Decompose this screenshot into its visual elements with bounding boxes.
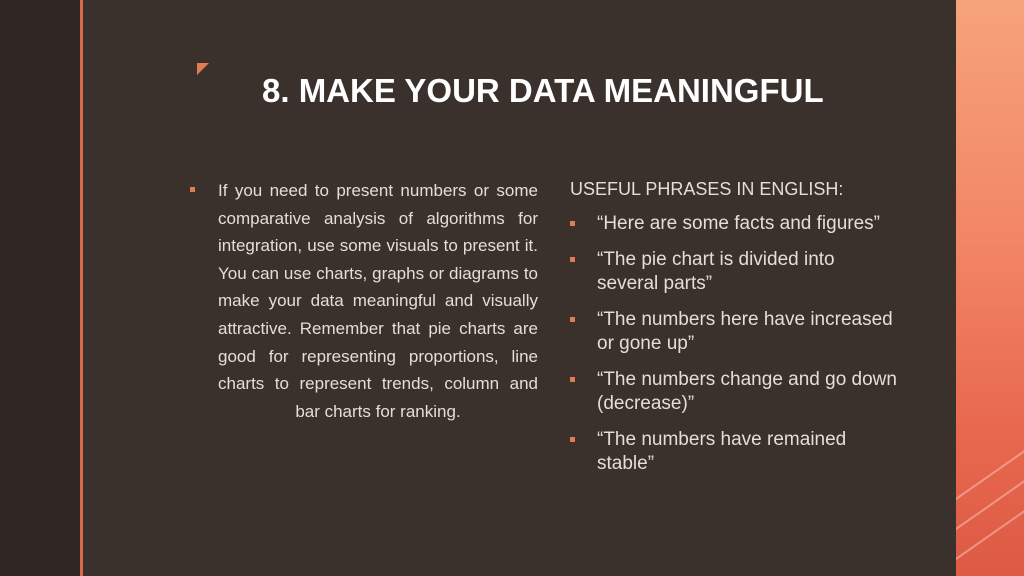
square-bullet-icon <box>570 221 575 226</box>
phrase-text: “The pie chart is divided into several parts” <box>597 249 835 294</box>
decorative-stripe <box>956 436 1024 506</box>
body-paragraph: If you need to present numbers or some comparative analysis of algorithms for integration, use some visuals to present it. You can use charts, graphs or diagrams to make your data meaningful and visually attractive. Remember that pie charts are good for representing proportions, line charts to represent trends, column and bar charts for ranking. <box>218 181 538 421</box>
square-bullet-icon <box>190 187 195 192</box>
corner-triangle-icon <box>197 63 209 75</box>
phrases-block <box>570 176 900 488</box>
phrase-text: “The numbers here have increased or gone up” <box>597 309 893 354</box>
square-bullet-icon <box>570 437 575 442</box>
phrase-item <box>570 428 900 476</box>
square-bullet-icon <box>570 317 575 322</box>
phrase-item <box>570 248 900 296</box>
left-background-strip <box>0 0 80 576</box>
phrase-item <box>570 368 900 416</box>
phrase-text: “Here are some facts and figures” <box>597 213 881 234</box>
body-paragraph-block <box>190 177 538 425</box>
phrase-item <box>570 308 900 356</box>
phrase-text: “The numbers change and go down (decrease)” <box>597 369 897 414</box>
phrase-item <box>570 212 900 236</box>
slide-title: 8. MAKE YOUR DATA MEANINGFUL <box>262 72 824 109</box>
right-decorative-edge <box>956 0 1024 576</box>
square-bullet-icon <box>570 377 575 382</box>
phrases-heading: USEFUL PHRASES IN ENGLISH: <box>570 179 844 199</box>
phrase-text: “The numbers have remained stable” <box>597 429 847 474</box>
square-bullet-icon <box>570 257 575 262</box>
